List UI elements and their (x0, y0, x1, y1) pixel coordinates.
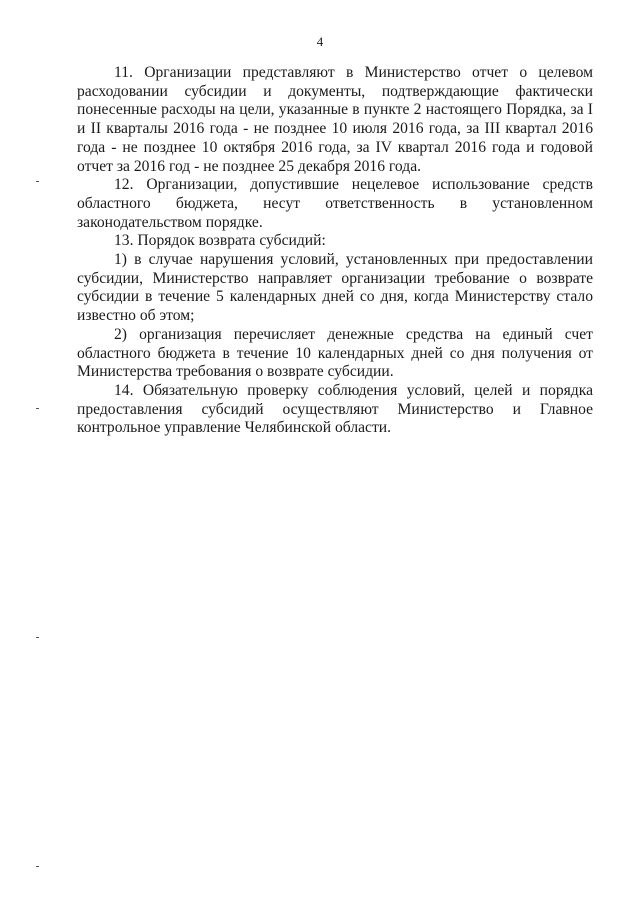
paragraph-13-item-2: 2) организация перечисляет денежные средства на единый счет областного бюджета в течение 10 календарных дней со дня получения от Министерства требования о возврате субсидии. (77, 325, 593, 381)
document-body (77, 64, 593, 438)
paragraph-14: 14. Обязательную проверку соблюдения условий, целей и порядка предоставления субсидий осуществляют Министерство и Главное контрольное управление Челябинской области. (77, 381, 593, 437)
page-number: 4 (316, 34, 324, 49)
paragraph-13-item-1: 1) в случае нарушения условий, установленных при предоставлении субсидии, Министерство направляет организации требование о возврате субсидии в течение 5 календарных дней со дня, когда Министерству стало известно об этом; (77, 251, 593, 325)
scan-margin-mark (36, 637, 39, 638)
paragraph-11: 11. Организации представляют в Министерство отчет о целевом расходовании субсидии и документы, подтверждающие фактически понесенные расходы на цели, указанные в пункте 2 настоящего Порядка, за I и II кварталы 2016 года - не позднее 10 июля 2016 года, за III квартал 2016 года - не позднее 10 октября 2016 года, за IV квартал 2016 года и годовой отчет за 2016 год - не позднее 25 декабря 2016 года. (77, 64, 593, 175)
scan-margin-mark (36, 866, 39, 867)
paragraph-13: 13. Порядок возврата субсидий: (114, 232, 326, 250)
paragraph-12: 12. Организации, допустившие нецелевое использование средств областного бюджета, несут ответственность в установленном законодательством порядке. (77, 176, 593, 231)
scan-margin-mark (36, 181, 39, 182)
scan-margin-mark (36, 408, 39, 409)
